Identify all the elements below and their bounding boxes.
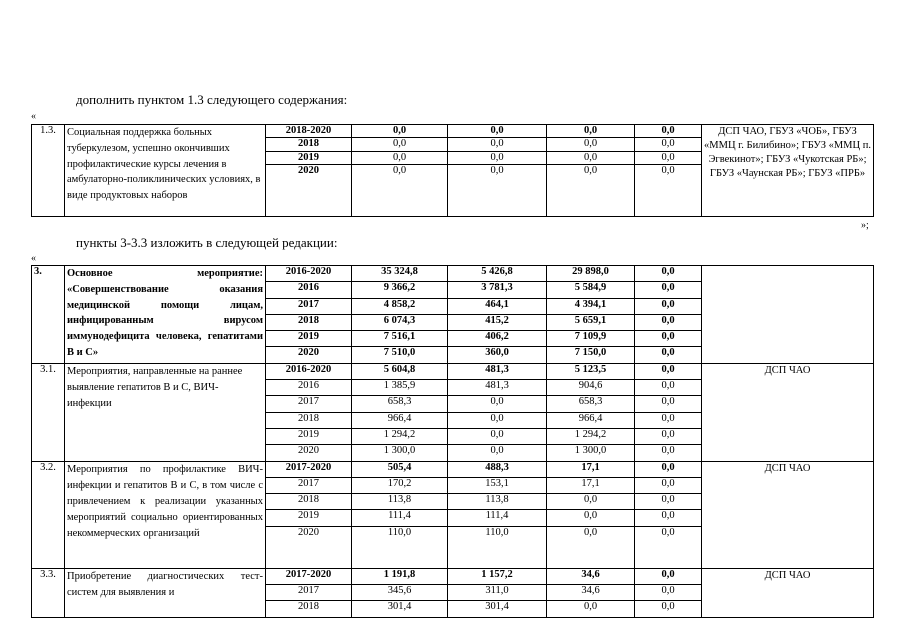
- cell-regional: 0,0: [547, 125, 635, 138]
- cell-other: 0,0: [635, 568, 702, 584]
- cell-other: 0,0: [635, 266, 702, 282]
- item-description: Мероприятия по профилактике ВИЧ-инфекции и гепатитов В и С, в том числе с привлечением к реализации указанных мероприятий социально ориентированных некоммерческих организаций: [65, 461, 266, 568]
- cell-other: 0,0: [635, 314, 702, 330]
- cell-total: 4 858,2: [352, 298, 448, 314]
- cell-other: 0,0: [635, 347, 702, 363]
- item-executors: ДСП ЧАО: [702, 568, 874, 617]
- table-items-3: [31, 265, 874, 618]
- cell-federal: 0,0: [448, 125, 547, 138]
- cell-period: 2019: [266, 331, 352, 347]
- cell-other: 0,0: [635, 412, 702, 428]
- cell-total: 1 294,2: [352, 428, 448, 444]
- close-quote: »;: [861, 220, 869, 231]
- item-number: 3.2.: [32, 461, 65, 568]
- cell-federal: 0,0: [448, 428, 547, 444]
- cell-other: 0,0: [635, 510, 702, 526]
- cell-period: 2020: [266, 347, 352, 363]
- cell-federal: 153,1: [448, 477, 547, 493]
- cell-period: 2016-2020: [266, 363, 352, 379]
- cell-total: 113,8: [352, 494, 448, 510]
- cell-total: 1 300,0: [352, 445, 448, 461]
- cell-regional: 17,1: [547, 477, 635, 493]
- item-description: Основное мероприятие: «Совершенствование оказания медицинской помощи лицам, инфицированным вирусом иммунодефицита человека, гепатитами В и С»: [65, 266, 266, 364]
- cell-other: 0,0: [635, 125, 702, 138]
- cell-total: 301,4: [352, 601, 448, 617]
- cell-regional: 0,0: [547, 526, 635, 568]
- cell-regional: 5 584,9: [547, 282, 635, 298]
- cell-total: 0,0: [352, 125, 448, 138]
- cell-regional: 5 659,1: [547, 314, 635, 330]
- cell-other: 0,0: [635, 526, 702, 568]
- cell-federal: 111,4: [448, 510, 547, 526]
- cell-federal: 113,8: [448, 494, 547, 510]
- cell-other: 0,0: [635, 428, 702, 444]
- cell-other: 0,0: [635, 298, 702, 314]
- open-quote-1: «: [31, 111, 36, 122]
- item-executors: [702, 266, 874, 364]
- cell-other: 0,0: [635, 151, 702, 164]
- cell-other: 0,0: [635, 494, 702, 510]
- cell-total: 345,6: [352, 585, 448, 601]
- cell-federal: 406,2: [448, 331, 547, 347]
- cell-total: 966,4: [352, 412, 448, 428]
- cell-federal: 1 157,2: [448, 568, 547, 584]
- cell-period: 2019: [266, 428, 352, 444]
- cell-total: 1 385,9: [352, 380, 448, 396]
- intro-text-2: пункты 3-3.3 изложить в следующей редакции:: [76, 235, 338, 250]
- cell-other: 0,0: [635, 138, 702, 151]
- cell-period: 2018: [266, 601, 352, 617]
- cell-regional: 7 150,0: [547, 347, 635, 363]
- cell-federal: 0,0: [448, 396, 547, 412]
- cell-federal: 415,2: [448, 314, 547, 330]
- cell-other: 0,0: [635, 165, 702, 217]
- cell-regional: 29 898,0: [547, 266, 635, 282]
- cell-regional: 1 294,2: [547, 428, 635, 444]
- item-description: Мероприятия, направленные на раннее выявление гепатитов В и С, ВИЧ-инфекции: [65, 363, 266, 461]
- cell-other: 0,0: [635, 282, 702, 298]
- cell-other: 0,0: [635, 331, 702, 347]
- cell-other: 0,0: [635, 396, 702, 412]
- cell-regional: 966,4: [547, 412, 635, 428]
- cell-total: 0,0: [352, 165, 448, 217]
- cell-period: 2018: [266, 494, 352, 510]
- cell-period: 2018: [266, 314, 352, 330]
- cell-federal: 481,3: [448, 363, 547, 379]
- cell-period: 2019: [266, 151, 352, 164]
- cell-other: 0,0: [635, 445, 702, 461]
- cell-regional: 658,3: [547, 396, 635, 412]
- item-number: 3.: [32, 266, 65, 364]
- cell-federal: 0,0: [448, 412, 547, 428]
- cell-regional: 1 300,0: [547, 445, 635, 461]
- cell-total: 0,0: [352, 151, 448, 164]
- cell-total: 1 191,8: [352, 568, 448, 584]
- table-item-1-3: [31, 124, 874, 217]
- cell-other: 0,0: [635, 601, 702, 617]
- cell-regional: 0,0: [547, 165, 635, 217]
- cell-period: 2017: [266, 396, 352, 412]
- cell-federal: 481,3: [448, 380, 547, 396]
- cell-federal: 488,3: [448, 461, 547, 477]
- cell-period: 2020: [266, 526, 352, 568]
- cell-other: 0,0: [635, 461, 702, 477]
- cell-regional: 0,0: [547, 494, 635, 510]
- cell-regional: 0,0: [547, 601, 635, 617]
- cell-total: 7 516,1: [352, 331, 448, 347]
- cell-regional: 34,6: [547, 585, 635, 601]
- cell-total: 0,0: [352, 138, 448, 151]
- cell-period: 2020: [266, 165, 352, 217]
- cell-federal: 0,0: [448, 165, 547, 217]
- cell-regional: 0,0: [547, 151, 635, 164]
- item-executors: ДСП ЧАО: [702, 363, 874, 461]
- cell-federal: 360,0: [448, 347, 547, 363]
- cell-period: 2017: [266, 477, 352, 493]
- cell-regional: 4 394,1: [547, 298, 635, 314]
- cell-regional: 904,6: [547, 380, 635, 396]
- cell-federal: 0,0: [448, 138, 547, 151]
- cell-total: 170,2: [352, 477, 448, 493]
- cell-period: 2017: [266, 585, 352, 601]
- item-description: Приобретение диагностических тест-систем для выявления и: [65, 568, 266, 617]
- cell-total: 111,4: [352, 510, 448, 526]
- cell-other: 0,0: [635, 477, 702, 493]
- cell-total: 7 510,0: [352, 347, 448, 363]
- cell-other: 0,0: [635, 380, 702, 396]
- cell-total: 505,4: [352, 461, 448, 477]
- cell-period: 2018: [266, 412, 352, 428]
- cell-federal: 5 426,8: [448, 266, 547, 282]
- cell-regional: 5 123,5: [547, 363, 635, 379]
- cell-period: 2016: [266, 380, 352, 396]
- cell-total: 9 366,2: [352, 282, 448, 298]
- cell-federal: 0,0: [448, 151, 547, 164]
- cell-other: 0,0: [635, 585, 702, 601]
- cell-regional: 34,6: [547, 568, 635, 584]
- cell-regional: 17,1: [547, 461, 635, 477]
- cell-other: 0,0: [635, 363, 702, 379]
- cell-period: 2017-2020: [266, 568, 352, 584]
- cell-federal: 110,0: [448, 526, 547, 568]
- intro-text-1: дополнить пунктом 1.3 следующего содержания:: [76, 92, 348, 107]
- cell-federal: 0,0: [448, 445, 547, 461]
- item-executors: ДСП ЧАО, ГБУЗ «ЧОБ», ГБУЗ «ММЦ г. Билибино»; ГБУЗ «ММЦ п. Эгвекинот»; ГБУЗ «Чукотская РБ»; ГБУЗ «Чаунская РБ»; ГБУЗ «ПРБ»: [702, 125, 874, 217]
- item-number: 3.3.: [32, 568, 65, 617]
- cell-period: 2018-2020: [266, 125, 352, 138]
- item-description: Социальная поддержка больных туберкулезом, успешно окончивших профилактические курсы лечения в амбулаторно-поликлинических условиях, в виде продуктовых наборов: [65, 125, 266, 217]
- cell-total: 6 074,3: [352, 314, 448, 330]
- item-number: 1.3.: [32, 125, 65, 217]
- cell-federal: 311,0: [448, 585, 547, 601]
- cell-total: 5 604,8: [352, 363, 448, 379]
- cell-period: 2017-2020: [266, 461, 352, 477]
- cell-period: 2019: [266, 510, 352, 526]
- item-executors: ДСП ЧАО: [702, 461, 874, 568]
- cell-regional: 0,0: [547, 510, 635, 526]
- cell-regional: 0,0: [547, 138, 635, 151]
- cell-period: 2016-2020: [266, 266, 352, 282]
- cell-regional: 7 109,9: [547, 331, 635, 347]
- cell-period: 2017: [266, 298, 352, 314]
- cell-federal: 3 781,3: [448, 282, 547, 298]
- item-number: 3.1.: [32, 363, 65, 461]
- cell-total: 658,3: [352, 396, 448, 412]
- cell-period: 2020: [266, 445, 352, 461]
- cell-total: 35 324,8: [352, 266, 448, 282]
- cell-period: 2016: [266, 282, 352, 298]
- cell-federal: 301,4: [448, 601, 547, 617]
- cell-federal: 464,1: [448, 298, 547, 314]
- cell-period: 2018: [266, 138, 352, 151]
- cell-total: 110,0: [352, 526, 448, 568]
- open-quote-2: «: [31, 253, 36, 264]
